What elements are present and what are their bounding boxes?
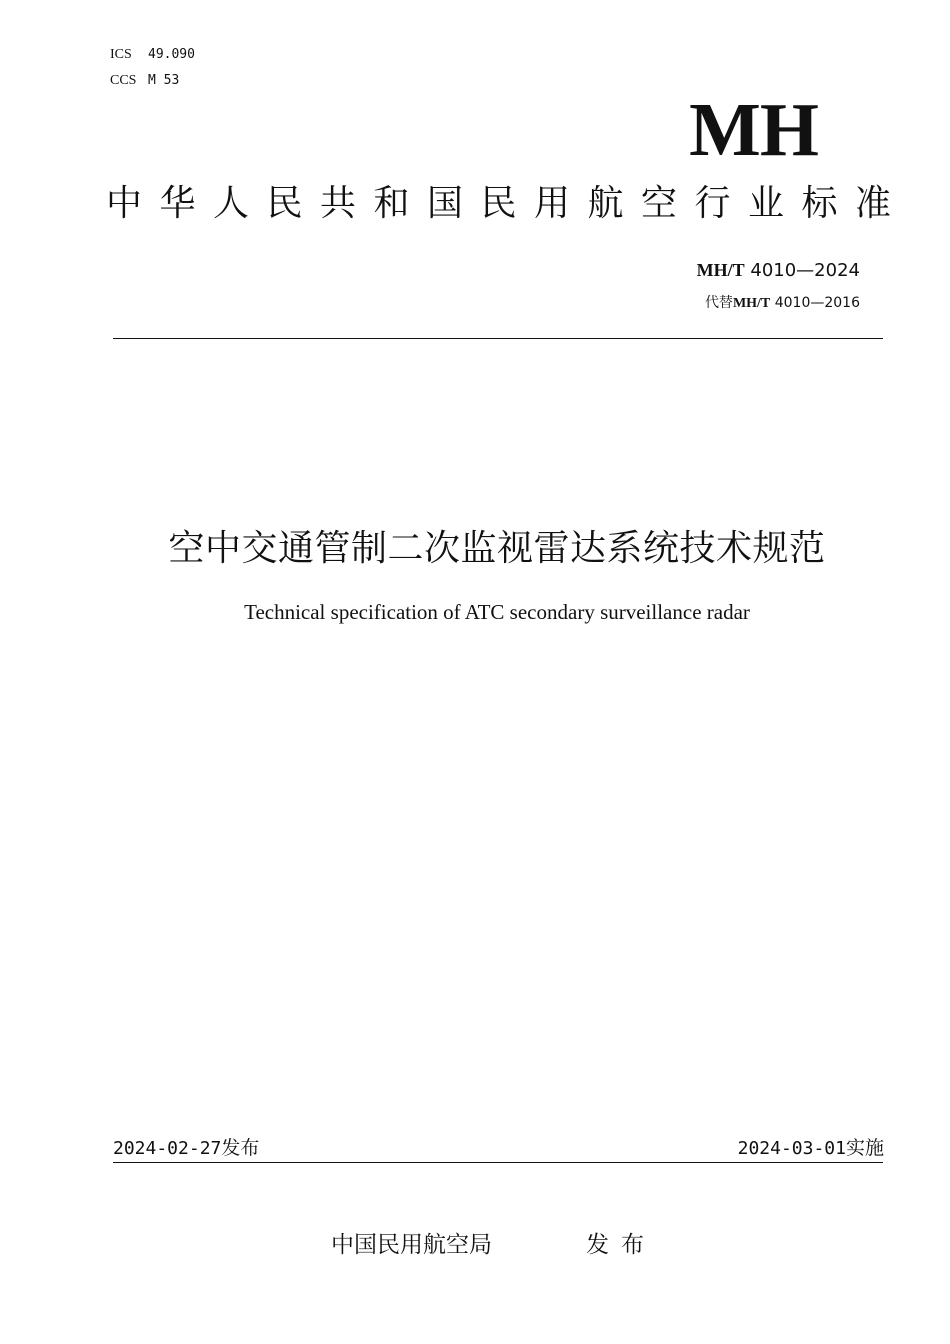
mh-logo: MH <box>689 88 818 172</box>
ccs-label: CCS <box>110 73 137 88</box>
bottom-divider <box>113 1162 883 1163</box>
issuer-name: 中国民用航空局 <box>331 1232 492 1258</box>
standard-number-prefix: MH/T <box>696 260 745 280</box>
ics-value: 49.090 <box>148 47 195 62</box>
implementation-date-label: 实施 <box>845 1137 884 1159</box>
document-title-zh: 空中交通管制二次监视雷达系统技术规范 <box>168 528 826 569</box>
issue-date-label: 发布 <box>221 1137 260 1159</box>
standard-number <box>697 260 860 281</box>
ics-code <box>110 46 195 63</box>
document-title-en: Technical specification of ATC secondary surveillance radar <box>244 600 750 624</box>
ccs-code <box>110 72 179 89</box>
replaces-number: 4010—2016 <box>774 295 860 311</box>
replaces-standard <box>705 292 860 312</box>
implementation-date-value: 2024-03-01 <box>737 1138 846 1159</box>
issue-date <box>113 1133 259 1160</box>
implementation-date <box>738 1133 884 1160</box>
standard-number-value: 4010—2024 <box>750 260 860 281</box>
issuer-action: 发布 <box>586 1232 656 1258</box>
ics-label: ICS <box>110 47 132 62</box>
replaces-code: MH/T <box>732 296 771 311</box>
issue-date-value: 2024-02-27 <box>113 1138 222 1159</box>
top-divider <box>113 338 883 339</box>
standard-type-heading: 中华人民共和国民用航空行业标准 <box>106 183 909 224</box>
ccs-value: M 53 <box>148 73 180 88</box>
replaces-prefix: 代替 <box>704 295 733 311</box>
